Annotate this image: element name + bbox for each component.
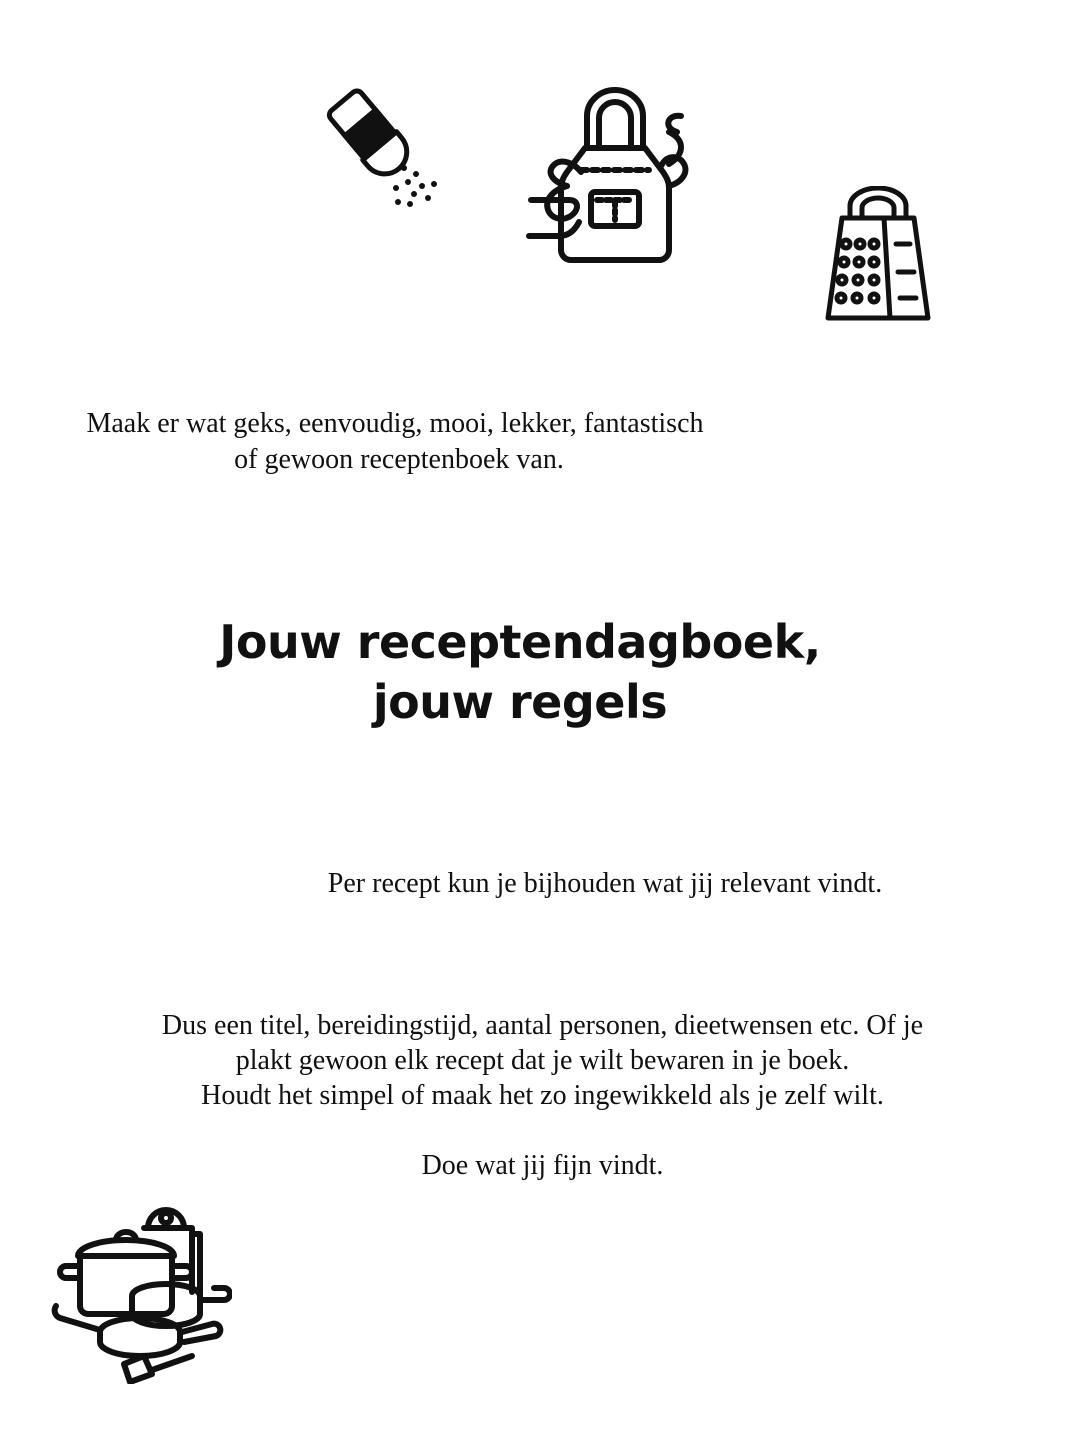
grater-icon [822,186,934,322]
body-line-1: Dus een titel, bereidingstijd, aantal personen, dieetwensen etc. Of je [161,1010,924,1041]
apron-icon [525,86,705,264]
pots-and-pans-icon [48,1204,232,1384]
intro-line-1: Maak er wat geks, eenvoudig, mooi, lekker, fantastisch [86,408,704,439]
intro-line-2: of gewoon receptenboek van. [234,444,564,475]
closing-text: Doe wat jij fijn vindt. [421,1150,664,1181]
body-line-3: Houdt het simpel of maak het zo ingewikkeld als je zelf wilt. [201,1080,884,1111]
intro-text [40,406,750,478]
title-line-2: jouw regels [372,675,668,729]
per-recept-text: Per recept kun je bijhouden wat jij relevant vindt. [327,868,883,899]
body-paragraph [80,1008,1005,1113]
page-title [80,612,960,732]
title-line-1: Jouw receptendagboek, [219,615,821,669]
body-line-2: plakt gewoon elk recept dat je wilt bewaren in je boek. [235,1045,850,1076]
salt-shaker-icon [318,82,448,212]
